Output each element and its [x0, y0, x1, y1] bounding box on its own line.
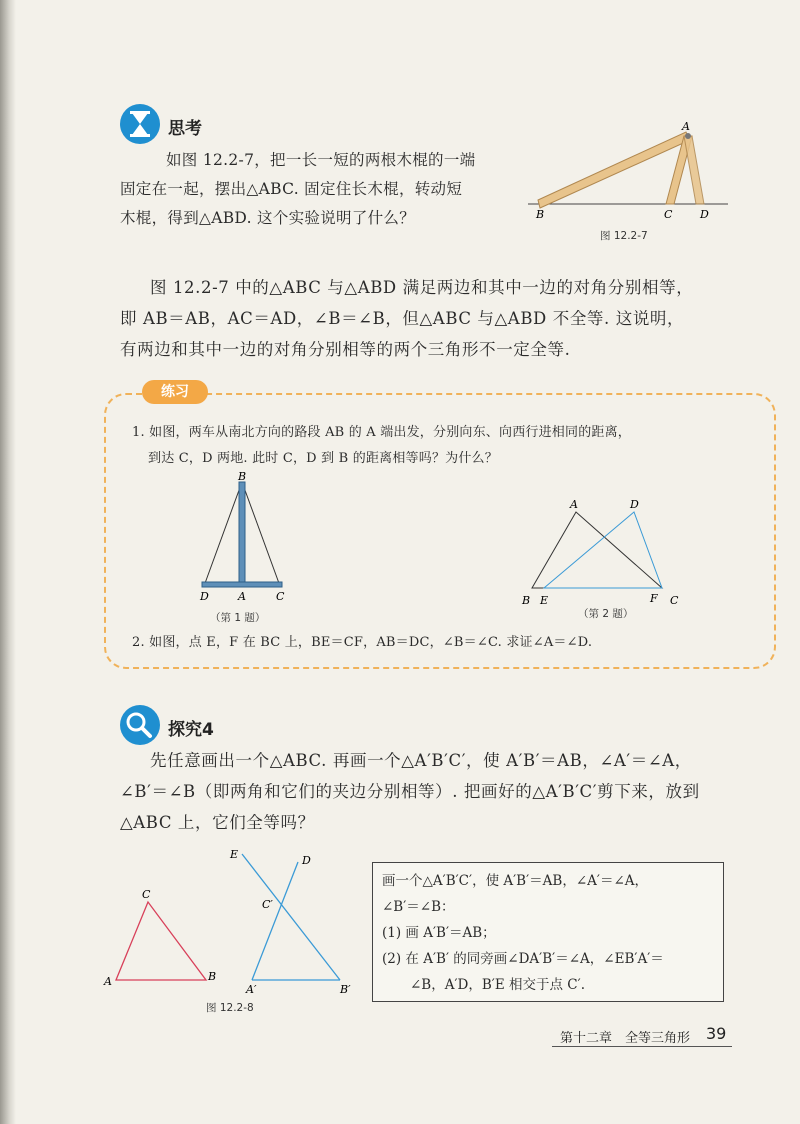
- fig-q2-label-d: D: [630, 498, 639, 511]
- figure-q2: [512, 496, 692, 608]
- triangle-dec: [544, 512, 662, 588]
- fig7-label-a: A: [682, 120, 690, 133]
- fig-q2-label-b: B: [522, 594, 531, 607]
- steps-line1: 画一个△A′B′C′，使 A′B′＝AB，∠A′＝∠A，: [382, 873, 649, 889]
- ray-b2e: [242, 854, 340, 980]
- fig-q1-label-a: A: [238, 590, 246, 603]
- fig-q1-label-b: B: [238, 470, 247, 483]
- long-stick: [538, 132, 690, 208]
- fig-q1-label-c: C: [276, 590, 285, 603]
- fig7-label-b: B: [536, 208, 545, 221]
- fig8-label-b: B: [208, 970, 217, 983]
- steps-line4: (2) 在 A′B′ 的同旁画∠DA′B′＝∠A，∠EB′A′＝: [382, 951, 664, 967]
- fig-q1-label-d: D: [200, 590, 209, 603]
- exercise-badge: 练习: [142, 380, 208, 404]
- think-text-line2: 固定在一起，摆出△ABC. 固定住长木棍，转动短: [120, 180, 463, 198]
- think-text-line3: 木棍，得到△ABD. 这个实验说明了什么？: [120, 209, 416, 227]
- fig8-label-e: E: [230, 848, 239, 861]
- think-text-line1: 如图 12.2-7，把一长一短的两根木棍的一端: [166, 151, 476, 169]
- short-stick-ad: [684, 136, 704, 204]
- fig-q2-label-a: A: [570, 498, 578, 511]
- chapter-footer: 第十二章 全等三角形: [560, 1031, 691, 1046]
- page-edge: [0, 0, 16, 1124]
- think-title: 思考: [168, 119, 202, 139]
- fig-q2-label-c: C: [670, 594, 679, 607]
- figure-12-2-7: [528, 120, 728, 230]
- fig8-label-d: D: [302, 854, 311, 867]
- fig8-label-c2: C′: [262, 898, 273, 911]
- ray-a2d: [252, 862, 298, 980]
- fig8-label-a: A: [104, 975, 112, 988]
- think-icon: [120, 104, 160, 144]
- figure-q1-caption: （第 1 题）: [210, 612, 266, 624]
- figure-12-2-7-caption: 图 12.2-7: [600, 230, 648, 242]
- explore-line1: 先任意画出一个△ABC. 再画一个△A′B′C′，使 A′B′＝AB，∠A′＝∠A，: [150, 751, 692, 770]
- road-ab: [239, 482, 245, 586]
- road-dc: [202, 582, 282, 587]
- fig8-label-c: C: [142, 888, 151, 901]
- body-line2: 即 AB＝AB，AC＝AD，∠B＝∠B，但△ABC 与△ABD 不全等. 这说明，: [120, 309, 685, 328]
- explore-line3: △ABC 上，它们全等吗？: [120, 813, 315, 832]
- exercise-q1-line2: 到达 C，D 两地. 此时 C，D 到 B 的距离相等吗？为什么？: [148, 451, 498, 466]
- fig7-label-d: D: [700, 208, 709, 221]
- page-number: 39: [706, 1024, 727, 1043]
- explore-title: 探究4: [168, 720, 214, 740]
- body-line1: 图 12.2-7 中的△ABC 与△ABD 满足两边和其中一边的对角分别相等，: [150, 278, 694, 297]
- fig7-label-c: C: [664, 208, 673, 221]
- exercise-q1-line1: 1. 如图，两车从南北方向的路段 AB 的 A 端出发，分别向东、向西行进相同的距离，: [132, 425, 631, 440]
- body-line3: 有两边和其中一边的对角分别相等的两个三角形不一定全等.: [120, 340, 571, 359]
- figure-q1: [190, 470, 300, 605]
- triangle-abc-red: [116, 902, 206, 980]
- fig8-label-a2: A′: [246, 983, 257, 996]
- triangle-abf: [532, 512, 662, 588]
- exercise-q2: 2. 如图，点 E，F 在 BC 上，BE＝CF，AB＝DC，∠B＝∠C. 求证∠A＝∠D.: [132, 635, 593, 650]
- fig-q2-label-e: E: [540, 594, 549, 607]
- steps-line3: (1) 画 A′B′＝AB；: [382, 925, 496, 941]
- steps-line5: ∠B，A′D，B′E 相交于点 C′.: [410, 977, 585, 993]
- explore-line2: ∠B′＝∠B（即两角和它们的夹边分别相等）. 把画好的△A′B′C′剪下来，放到: [120, 782, 700, 801]
- fig-q2-label-f: F: [650, 592, 658, 605]
- footer-rule: [552, 1046, 732, 1047]
- steps-line2: ∠B′＝∠B：: [382, 899, 455, 915]
- explore-icon: [120, 705, 160, 745]
- figure-12-2-8-caption: 图 12.2-8: [206, 1002, 254, 1014]
- figure-q2-caption: （第 2 题）: [578, 608, 634, 620]
- pivot-point: [685, 133, 691, 139]
- fig8-label-b2: B′: [340, 983, 351, 996]
- figure-12-2-8: [100, 840, 370, 1000]
